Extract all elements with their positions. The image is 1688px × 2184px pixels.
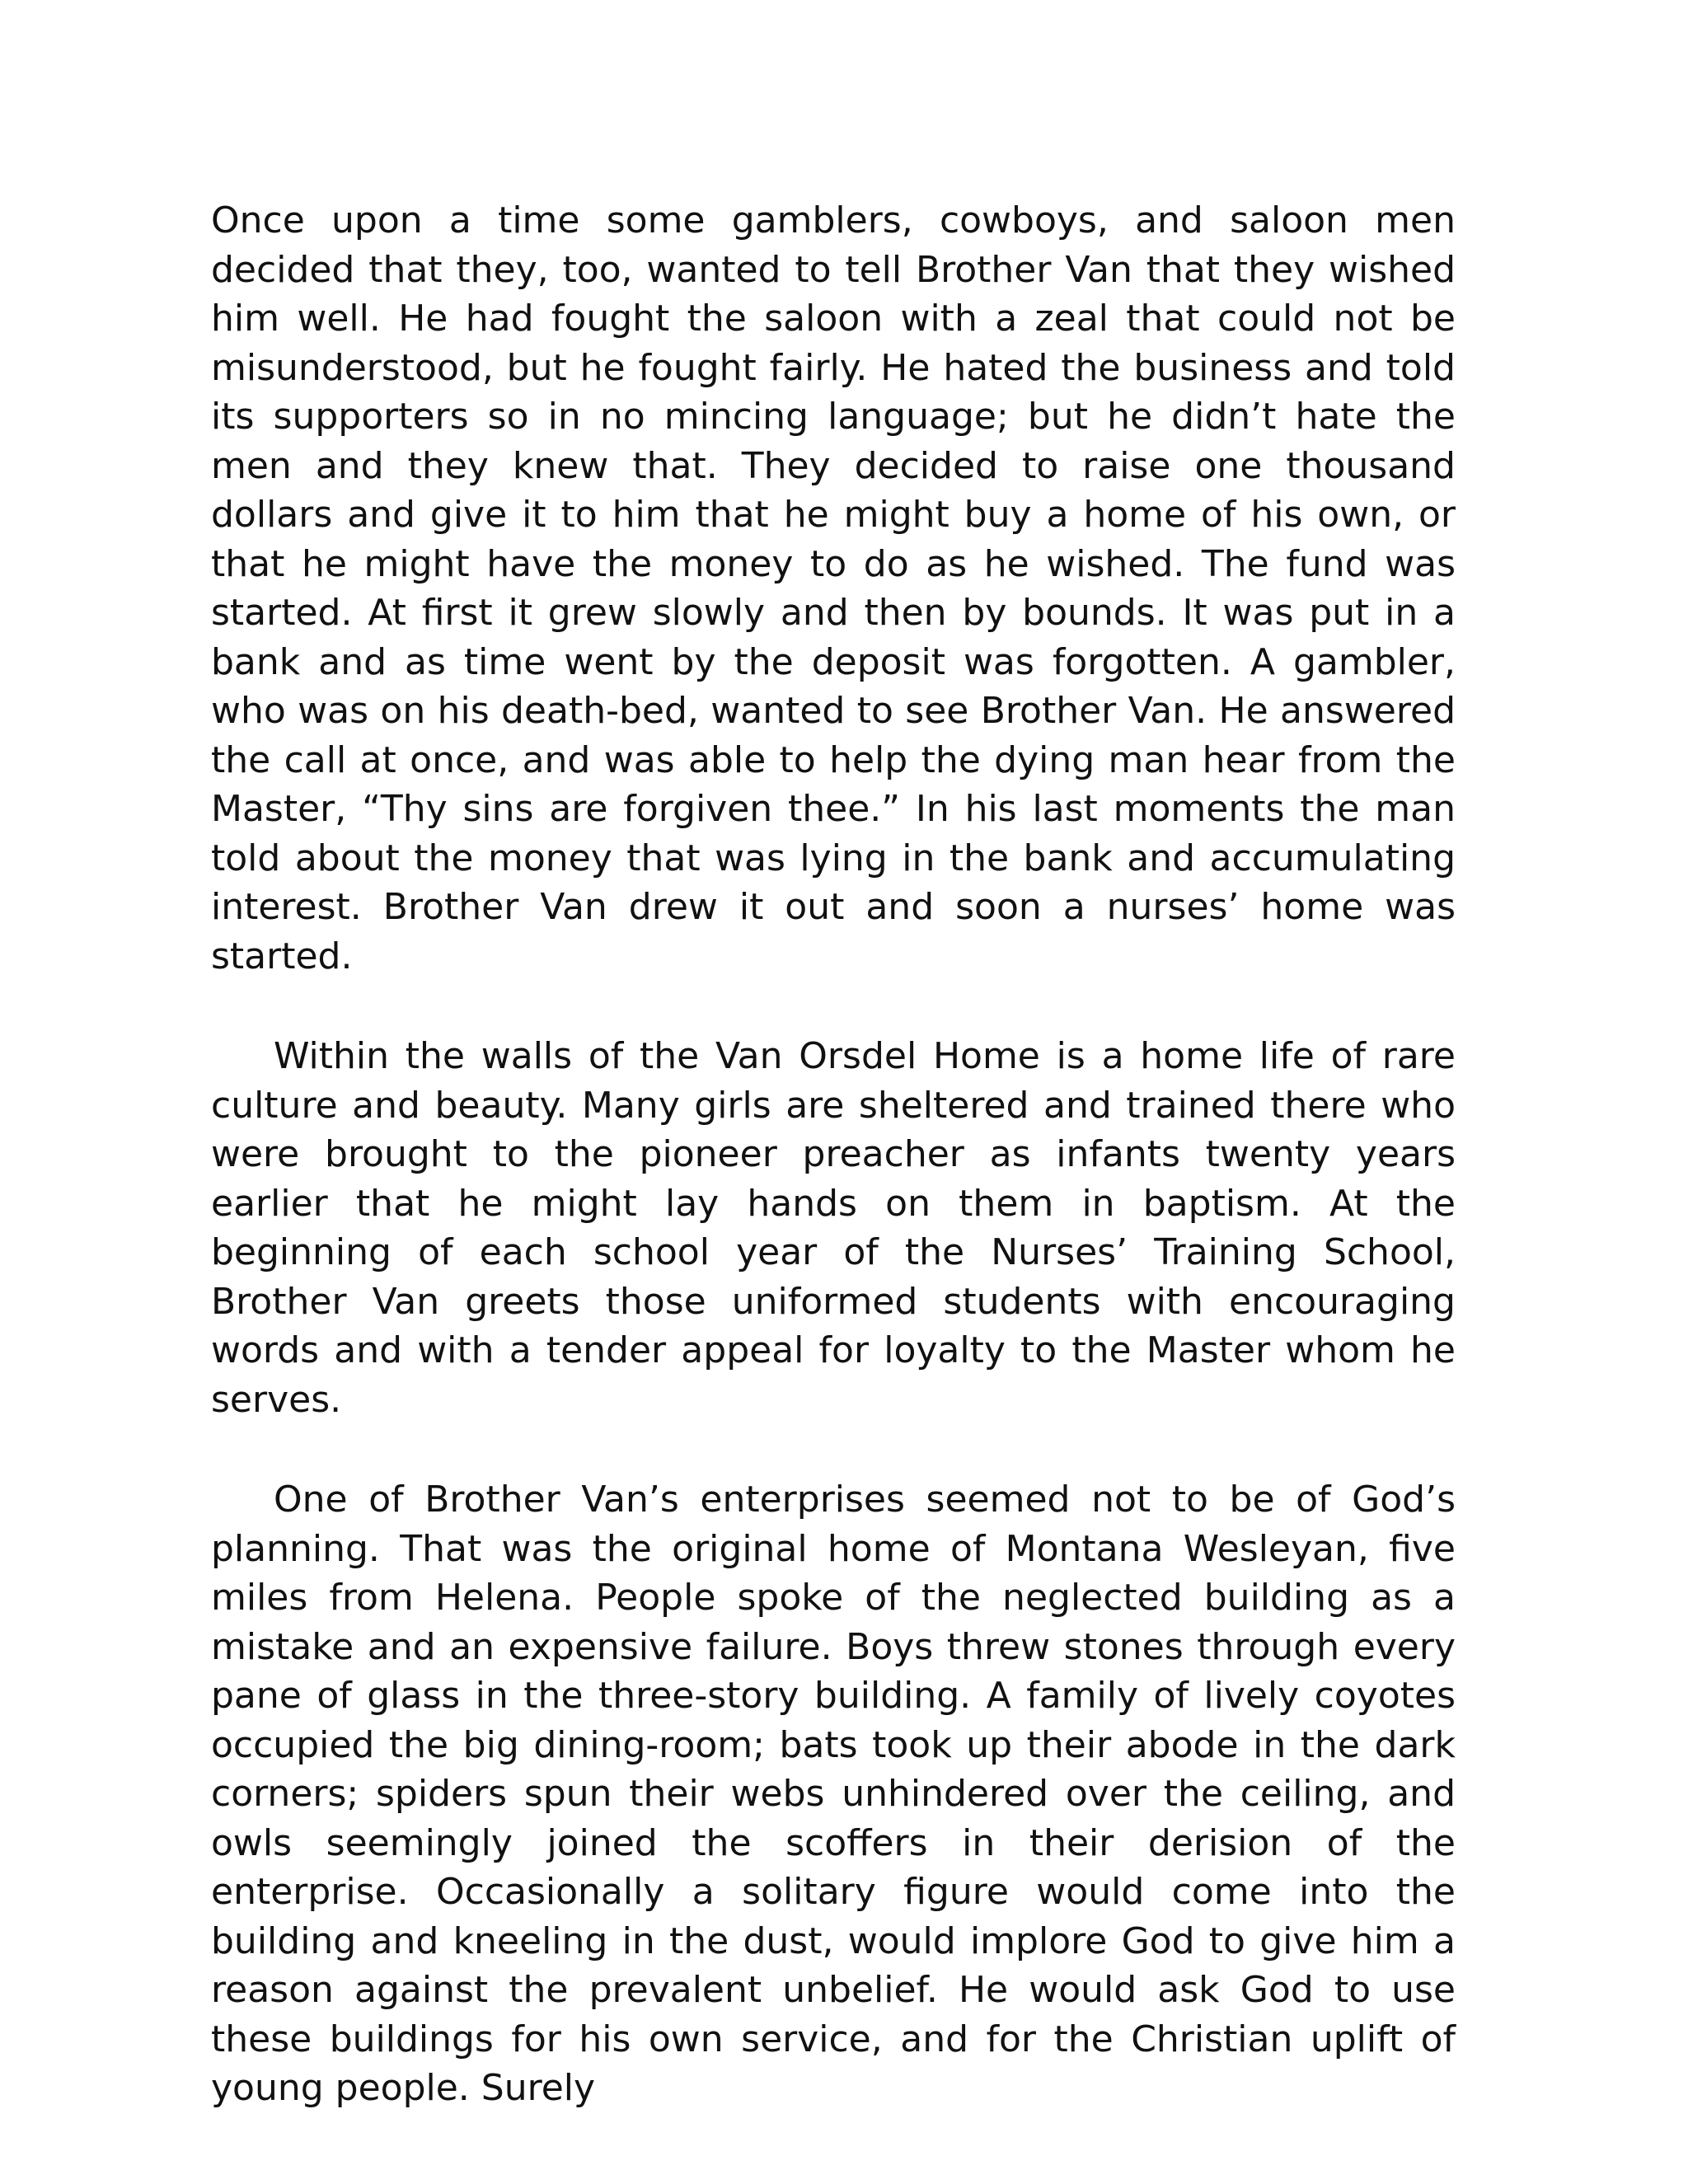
paragraph-gamblers-fund: Once upon a time some gamblers, cowboys, and saloon men decided that they, too, wanted to tell Brother Van that they wished him well. He had fought the saloon with a zeal that could not be misunderstood, but he fought fairly. He hated the business and told its supporters so in no mincing language; but he didn’t hate the men and they knew that. They decided to raise one thousand dollars and give it to him that he might buy a home of his own, or that he might have the money to do as he wished. The fund was started. At first it grew slowly and then by bounds. It was put in a bank and as time went by the deposit was forgotten. A gambler, who was on his death-bed, wanted to see Brother Van. He answered the call at once, and was able to help the dying man hear from the Master, “Thy sins are forgiven thee.” In his last moments the man told about the money that was lying in the bank and accumulating interest. Brother Van drew it out and soon a nurses’ home was started. — [211, 199, 1456, 977]
paragraph-montana-wesleyan: One of Brother Van’s enterprises seemed not to be of God’s planning. That was the original home of Montana Wesleyan, five miles from Helena. People spoke of the neglected building as a mistake and an expensive failure. Boys threw stones through every pane of glass in the three-story building. A family of lively coyotes occupied the big dining-room; bats took up their abode in the dark corners; spiders spun their webs unhindered over the ceiling, and owls seemingly joined the scoffers in their derision of the enterprise. Occasionally a solitary figure would come into the building and kneeling in the dust, would implore God to give him a reason against the prevalent unbelief. He would ask God to use these buildings for his own service, and for the Christian uplift of young people. Surely — [211, 1479, 1456, 2109]
document-page — [211, 196, 1456, 2113]
paragraph-van-orsdel-home: Within the walls of the Van Orsdel Home is a home life of rare culture and beauty. Many girls are sheltered and trained there who were brought to the pioneer preacher as infants twenty years earlier that he might lay hands on them in baptism. At the beginning of each school year of the Nurses’ Training School, Brother Van greets those uniformed students with encouraging words and with a tender appeal for loyalty to the Master whom he serves. — [211, 1035, 1456, 1421]
